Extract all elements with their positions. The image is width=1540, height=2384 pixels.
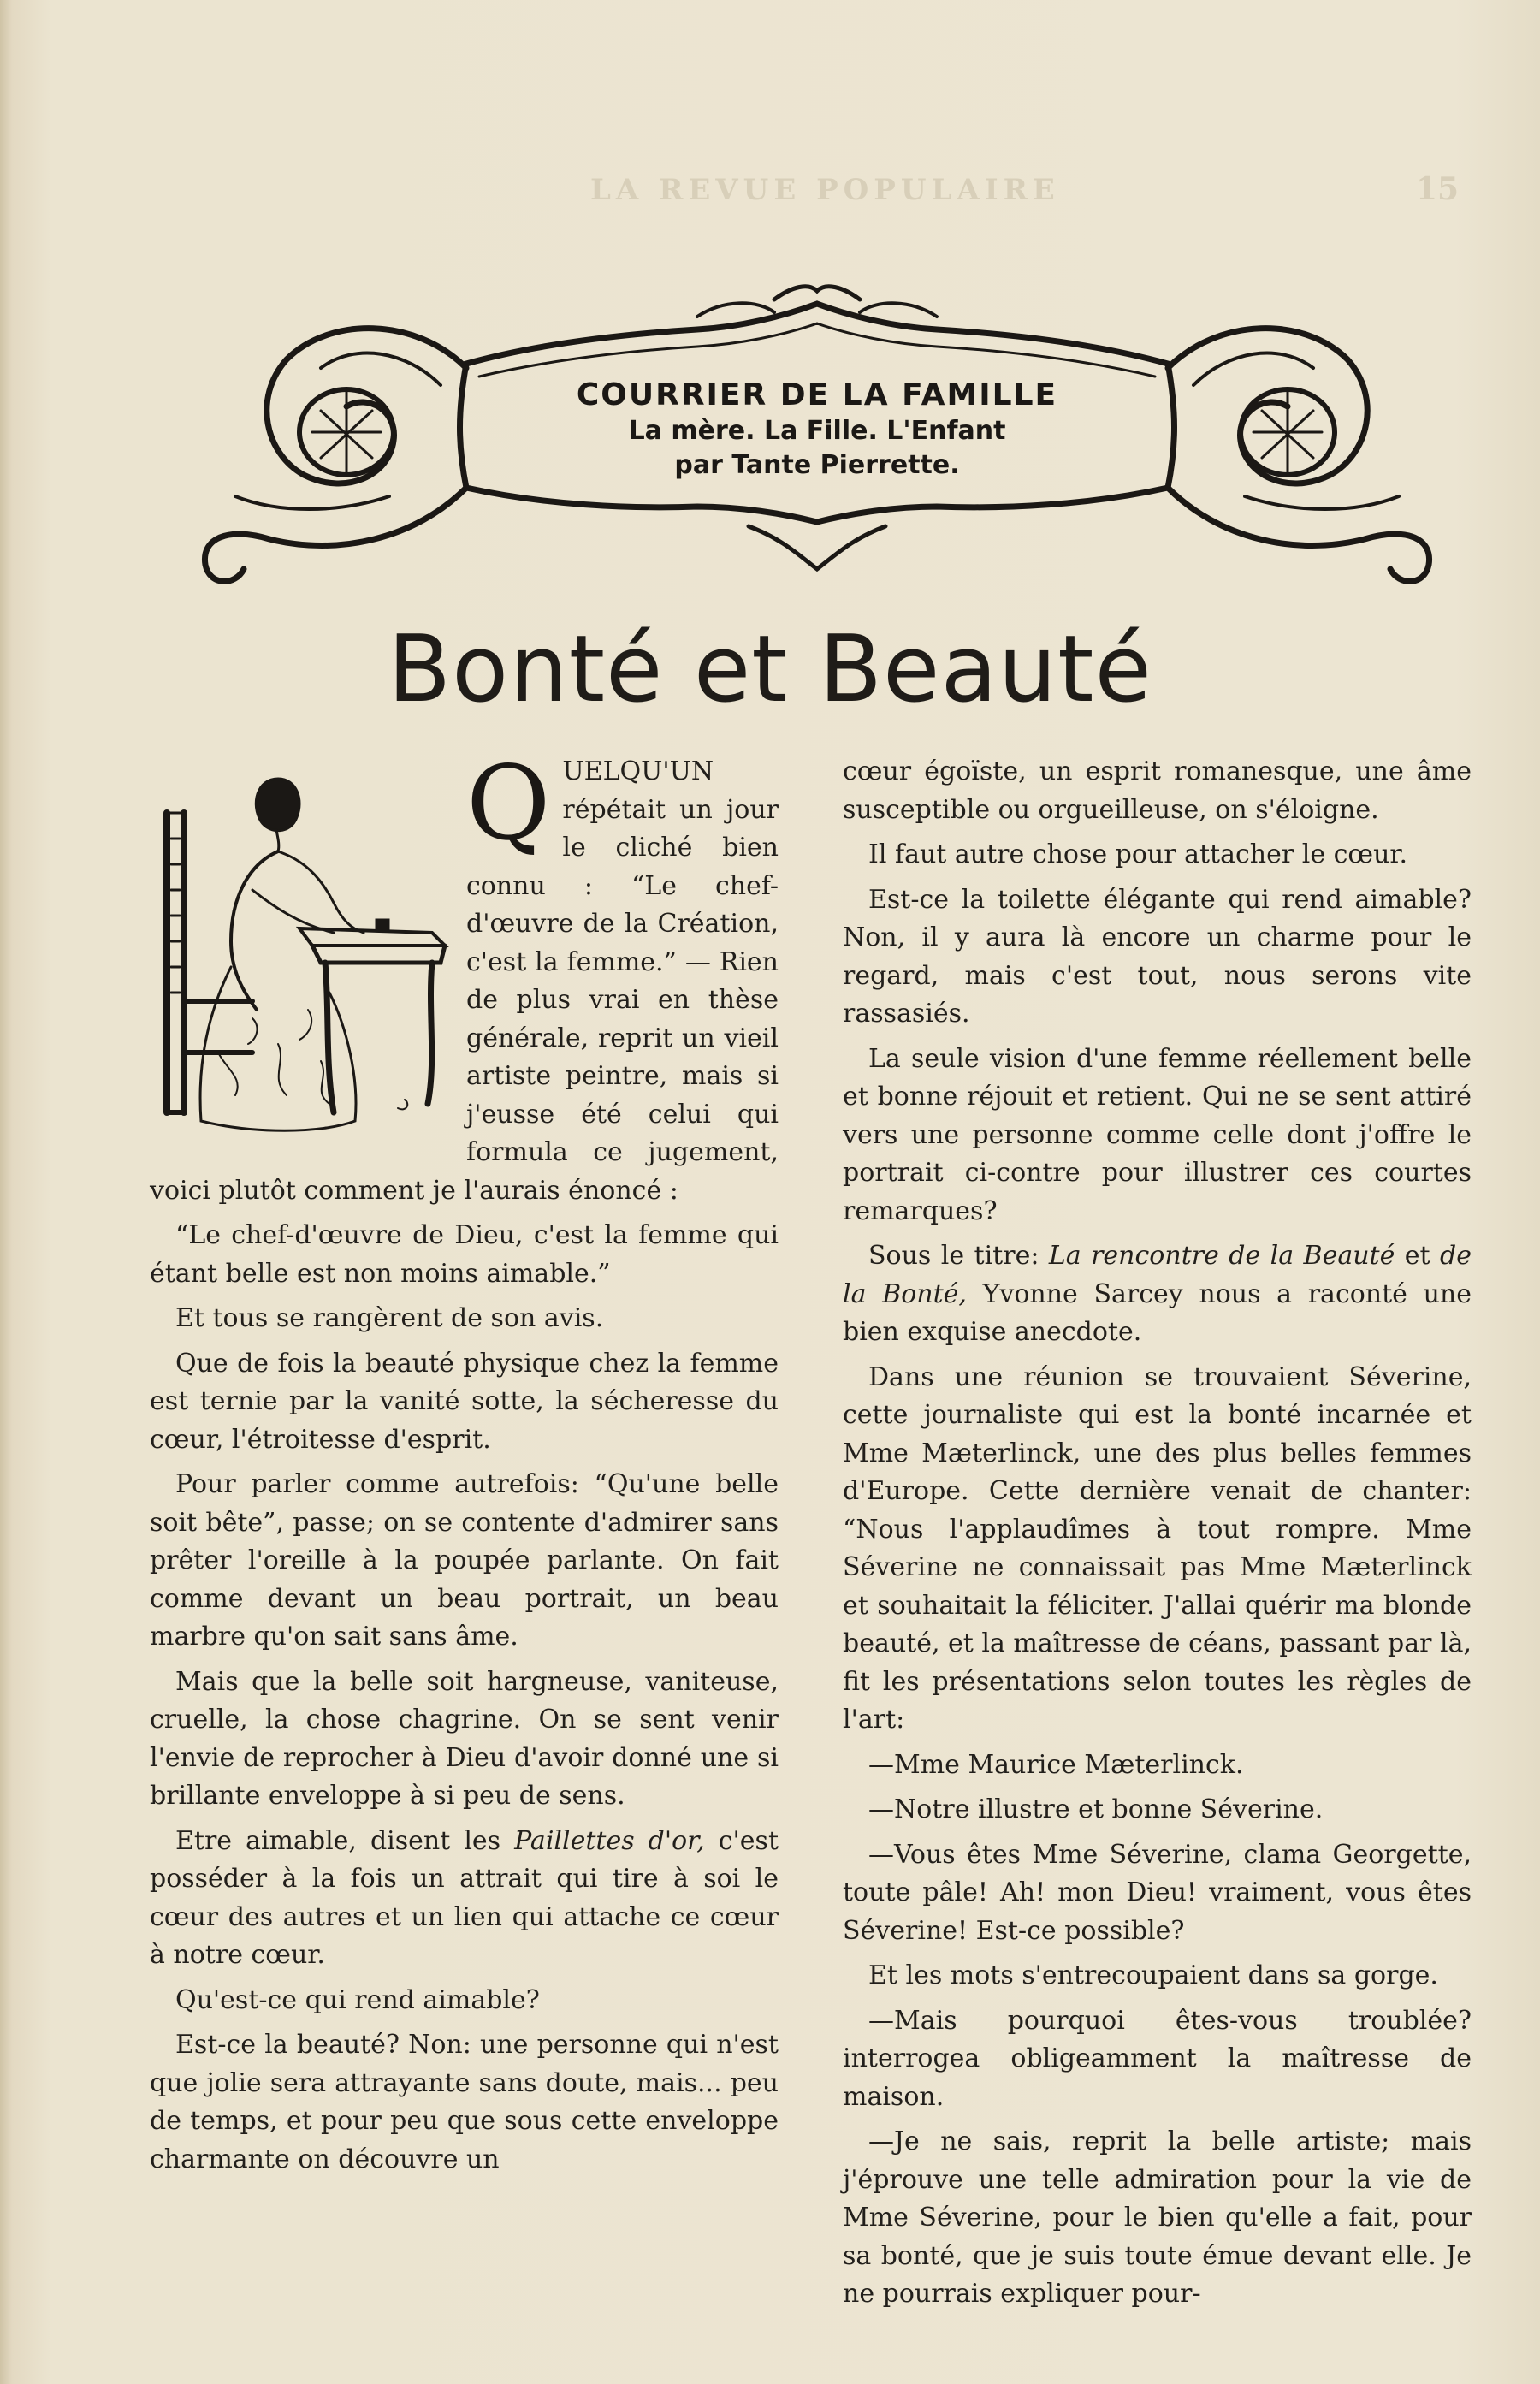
section-author: par Tante Pierrette. xyxy=(674,450,960,480)
paragraph: Que de fois la beauté physique chez la femme est ternie par la vanité sotte, la sécheresse du cœur, l'étroitesse d'esprit. xyxy=(150,1348,779,1455)
right-column xyxy=(843,753,1472,2321)
paragraph: Il faut autre chose pour attacher le cœur. xyxy=(868,839,1407,869)
running-head: LA REVUE POPULAIRE xyxy=(590,173,1060,207)
paragraph: “Le chef-d'œuvre de Dieu, c'est la femme qui étant belle est non moins aimable.” xyxy=(150,1220,779,1289)
paragraph: Et tous se rangèrent de son avis. xyxy=(175,1303,604,1333)
page-number: 15 xyxy=(1416,171,1460,207)
paragraph: La seule vision d'une femme réellement belle et bonne réjouit et retient. Qui ne se sent attiré vers une personne comme celle dont j'offre le portrait ci-contre pour illustrer ces courtes remarques? xyxy=(843,1043,1472,1226)
header-cartouche xyxy=(184,282,1450,599)
italic-title: de la Bonté, xyxy=(843,1241,1472,1309)
paragraph: —Notre illustre et bonne Séverine. xyxy=(868,1794,1324,1824)
paragraph: Est-ce la beauté? Non: une personne qui n'est que jolie sera attrayante sans doute, mais... peu de temps, et pour peu que sous cette enveloppe charmante on découvre un xyxy=(150,2030,779,2174)
paragraph: —Je ne sais, reprit la belle artiste; mais j'éprouve une telle admiration pour la vie de Mme Séverine, pour le bien qu'elle a fait, pour sa bonté, que je suis toute émue devant elle. Je ne pourrais expliquer pour- xyxy=(843,2126,1472,2309)
paragraph: —Mme Maurice Mæterlinck. xyxy=(868,1749,1244,1780)
paragraph: Qu'est-ce qui rend aimable? xyxy=(175,1984,540,2015)
section-name: COURRIER DE LA FAMILLE xyxy=(576,377,1058,412)
italic-title: La rencontre de la Beauté xyxy=(1048,1241,1395,1271)
paragraph: —Vous êtes Mme Séverine, clama Georgette, toute pâle! Ah! mon Dieu! vraiment, vous êtes Séverine! Est-ce possible? xyxy=(843,1839,1472,1946)
paragraph: —Mais pourquoi êtes-vous troublée? interrogea obligeamment la maîtresse de maison. xyxy=(843,2005,1472,2112)
paragraph xyxy=(150,1823,779,1975)
text-run: et xyxy=(1395,1241,1441,1271)
paragraph xyxy=(843,1237,1472,1352)
paragraph: Mais que la belle soit hargneuse, vaniteuse, cruelle, la chose chagrine. On se sent venir l'envie de reprocher à Dieu d'avoir donné une si brillante enveloppe à si peu de sens. xyxy=(150,1666,779,1811)
drop-cap: Q xyxy=(466,744,551,863)
paragraph: Dans une réunion se trouvaient Séverine, cette journaliste qui est la bonté incarnée et Mme Mæterlinck, une des plus belles femmes d'Europe. Cette dernière venait de chanter: “Nous l'applaudîmes à tout rompre. Mme Séverine ne connaissait pas Mme Mæterlinck et souhaitait la féliciter. J'allai quérir ma blonde beauté, et la maîtresse de céans, passant par là, fit les présentations selon toutes les règles de l'art: xyxy=(843,1361,1472,1735)
paragraph: Pour parler comme autrefois: “Qu'une belle soit bête”, passe; on se contente d'admirer sans prêter l'oreille à la poupée parlante. On fait comme devant un beau portrait, un beau marbre qu'on sait sans âme. xyxy=(150,1469,779,1652)
header-text xyxy=(184,377,1450,483)
italic-source: Paillettes d'or, xyxy=(514,1825,705,1856)
left-column xyxy=(150,744,779,2185)
section-subtitle: La mère. La Fille. L'Enfant xyxy=(628,416,1006,446)
paragraph: UELQU'UN répétait un jour le cliché bien connu : “Le chef-d'œuvre de la Création, c'est la femme.” — Rien de plus vrai en thèse générale, reprit un vieil artiste peintre, mais si j'eusse été celui qui formula ce jugement, voici plutôt comment je l'aurais énoncé : xyxy=(150,756,779,1206)
article-title: Bonté et Beauté xyxy=(388,616,1152,723)
paragraph: cœur égoïste, un esprit romanesque, une âme susceptible ou orgueilleuse, on s'éloigne. xyxy=(843,756,1472,825)
text-run: c'est posséder à la fois un attrait qui tire à soi le cœur des autres et un lien qui attache ce cœur à notre cœur. xyxy=(150,1825,779,1970)
text-run: Sous le titre: xyxy=(868,1241,1049,1271)
paragraph: Est-ce la toilette élégante qui rend aimable? Non, il y aura là encore un charme pour le regard, mais c'est tout, nous serons vite rassasiés. xyxy=(843,884,1472,1029)
woman-at-desk-illustration xyxy=(150,753,458,1155)
text-run: Etre aimable, disent les xyxy=(175,1825,515,1856)
text-run: Yvonne Sarcey nous a raconté une bien exquise anecdote. xyxy=(843,1278,1472,1347)
paragraph: Et les mots s'entrecoupaient dans sa gorge. xyxy=(868,1960,1438,1990)
